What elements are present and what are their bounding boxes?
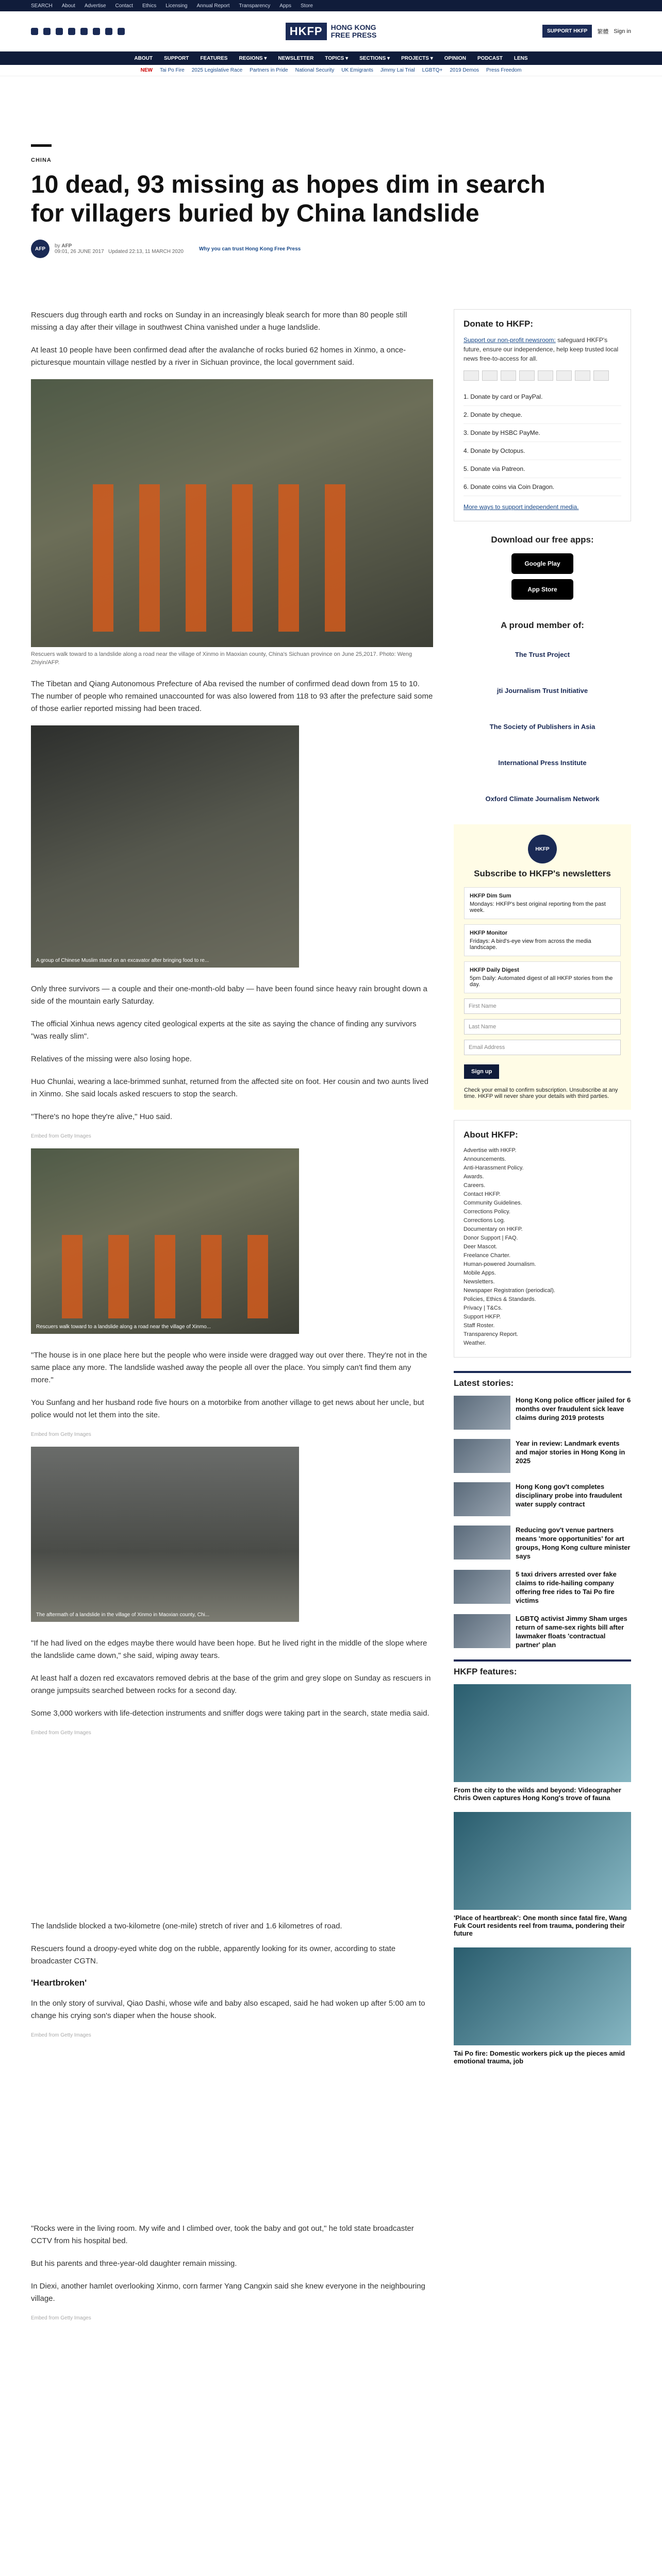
newsletter-option-desc: Mondays: HKFP's best original reporting from the past week.	[470, 901, 606, 913]
member-logo[interactable]: jti Journalism Trust Initiative	[496, 686, 588, 694]
member-logo[interactable]: Oxford Climate Journalism Network	[485, 794, 600, 803]
email-icon[interactable]	[105, 28, 112, 35]
search-link[interactable]: SEARCH	[31, 3, 53, 9]
fps-icon	[593, 370, 609, 381]
newsletter-option[interactable]	[464, 961, 621, 993]
facebook-icon[interactable]	[43, 28, 51, 35]
story-title[interactable]: Hong Kong police officer jailed for 6 months over fraudulent sick leave claims during 2019 protests	[516, 1396, 631, 1421]
threads-icon[interactable]	[68, 28, 75, 35]
trending-bar	[0, 65, 662, 76]
article-title: 10 dead, 93 missing as hopes dim in search for villagers buried by China landslide	[31, 171, 545, 227]
by-label: by	[55, 243, 60, 249]
paragraph: Some 3,000 workers with life-detection instruments and sniffer dogs were taking part in the search, state media said.	[31, 1709, 429, 1718]
twitter-icon[interactable]	[31, 28, 38, 35]
language-link[interactable]: 繁體	[597, 28, 609, 35]
about-link[interactable]: Privacy | T&Cs.	[464, 1305, 503, 1311]
latest-story[interactable]	[454, 1526, 631, 1561]
last-name-input[interactable]: Last Name	[464, 1019, 621, 1035]
amex-icon	[501, 370, 516, 381]
member-title: A proud member of:	[501, 620, 584, 630]
getty-caption: Rescuers walk toward to a landslide along a road near the village of Xinmo...	[36, 1324, 211, 1330]
topbar-link[interactable]: Transparency	[239, 3, 271, 9]
embed-credit[interactable]: Embed from Getty Images	[31, 1432, 91, 1437]
about-link[interactable]: Donor Support | FAQ.	[464, 1235, 518, 1241]
about-link[interactable]: Deer Mascot.	[464, 1244, 498, 1250]
trending-link[interactable]: Press Freedom	[486, 67, 522, 73]
about-link[interactable]: Advertise with HKFP.	[464, 1147, 517, 1154]
trending-link[interactable]: Jimmy Lai Trial	[380, 67, 415, 73]
trust-link[interactable]: Why you can trust Hong Kong Free Press	[198, 246, 301, 252]
updated-date: Updated 22:13, 11 MARCH 2020	[108, 249, 184, 255]
kicker-rule	[31, 144, 52, 147]
about-link[interactable]: Contact HKFP.	[464, 1191, 501, 1197]
octopus-icon	[575, 370, 590, 381]
logo-line1: HONG KONG	[330, 23, 376, 31]
nav-newsletter[interactable]: NEWSLETTER	[278, 55, 314, 61]
more-ways-link[interactable]: More ways to support independent media.	[464, 503, 579, 511]
embed-credit[interactable]: Embed from Getty Images	[31, 2032, 91, 2038]
newsletter-option-title: HKFP Monitor	[470, 930, 508, 936]
features-title: HKFP features:	[454, 1659, 631, 1677]
byline	[31, 240, 631, 258]
nav-topics[interactable]: TOPICS ▾	[325, 55, 349, 61]
donate-option[interactable]: 1. Donate by card or PayPal.	[464, 388, 621, 406]
donate-option[interactable]: 2. Donate by cheque.	[464, 406, 621, 424]
first-name-input[interactable]: First Name	[464, 998, 621, 1014]
linkedin-icon[interactable]	[80, 28, 88, 35]
newsletter-option-title: HKFP Daily Digest	[470, 967, 519, 973]
about-link[interactable]: Freelance Charter.	[464, 1252, 511, 1259]
getty-caption: The aftermath of a landslide in the village of Xinmo in Maoxian county, Chi...	[36, 1612, 210, 1618]
paragraph: In Diexi, another hamlet overlooking Xinmo, corn farmer Yang Cangxin said she knew everyone in the neighbouring village.	[31, 2282, 425, 2303]
donate-text: safeguard HKFP's future, ensure our independence, help keep trusted local news free-to-access for all.	[464, 336, 619, 362]
about-link[interactable]: Support HKFP.	[464, 1314, 501, 1320]
app-store-button[interactable]: App Store	[511, 579, 573, 600]
latest-title: Latest stories:	[454, 1371, 631, 1388]
paragraph: Rescuers found a droopy-eyed white dog on the rubble, apparently looking for its owner, according to state broadcaster CGTN.	[31, 1944, 396, 1965]
paragraph: The official Xinhua news agency cited geological experts at the site as saying the chance of finding any survivors "was really slim".	[31, 1020, 417, 1041]
trending-link[interactable]: 2019 Demos	[450, 67, 479, 73]
nav-features[interactable]: FEATURES	[200, 55, 228, 61]
trending-link[interactable]: Partners in Pride	[250, 67, 288, 73]
story-thumbnail[interactable]	[454, 1482, 510, 1516]
topbar-link[interactable]: Ethics	[142, 3, 157, 9]
about-link[interactable]: Transparency Report.	[464, 1331, 518, 1337]
visa-icon	[464, 370, 479, 381]
nav-about[interactable]: ABOUT	[134, 55, 153, 61]
story-title[interactable]: 5 taxi drivers arrested over fake claims to ride-hailing company offering free rides to Tai Po fire victims	[516, 1570, 617, 1604]
member-logo[interactable]: The Society of Publishers in Asia	[489, 722, 595, 731]
trending-link[interactable]: National Security	[295, 67, 335, 73]
latest-list	[454, 1396, 631, 1649]
site-logo[interactable]	[217, 23, 445, 40]
sign-in-link[interactable]: Sign in	[614, 28, 631, 35]
about-title: About HKFP:	[464, 1130, 518, 1140]
feature-title[interactable]: From the city to the wilds and beyond: Videographer Chris Owen captures Hong Kong's trove of fauna	[454, 1786, 621, 1802]
feature-image[interactable]	[454, 1812, 631, 1910]
donate-option[interactable]: 4. Donate by Octopus.	[464, 442, 621, 460]
trending-link[interactable]: LGBTQ+	[422, 67, 443, 73]
story-title[interactable]: Reducing gov't venue partners means 'more opportunities' for art groups, Hong Kong culture minister says	[516, 1526, 631, 1560]
newsletter-option-desc: 5pm Daily: Automated digest of all HKFP stories from the day.	[470, 975, 613, 988]
about-link[interactable]: Human-powered Journalism.	[464, 1261, 536, 1267]
photo-caption: Rescuers walk toward to a landslide along a road near the village of Xinmo in Maoxian county, China's Sichuan province on June 25,2017. Photo: Weng Zhiyin/AFP.	[31, 651, 412, 666]
latest-story[interactable]	[454, 1439, 631, 1473]
paragraph: Relatives of the missing were also losing hope.	[31, 1055, 192, 1063]
getty-embed-photo[interactable]	[31, 1148, 299, 1334]
trending-link[interactable]: 2025 Legislative Race	[191, 67, 243, 73]
paragraph: The landslide blocked a two-kilometre (one-mile) stretch of river and 1.6 kilometres of road.	[31, 1922, 342, 1930]
logo-line2: FREE PRESS	[330, 30, 377, 39]
email-input[interactable]: Email Address	[464, 1040, 621, 1055]
story-thumbnail[interactable]	[454, 1614, 510, 1648]
donate-box	[454, 309, 631, 521]
about-link[interactable]: Newsletters.	[464, 1279, 495, 1285]
paragraph: In the only story of survival, Qiao Dashi, whose wife and baby also escaped, said he had woken up after 5:00 am to change his crying son's diaper when the house shook.	[31, 1999, 425, 2020]
newsletter-option[interactable]	[464, 887, 621, 919]
mastercard-icon	[482, 370, 498, 381]
paragraph: "The house is in one place here but the people who were inside were dragged way out over there. They're not in the same place any more. The landslide washed away the people all over the place. You simply can't find them any more."	[31, 1351, 427, 1384]
paragraph: At least 10 people have been confirmed dead after the avalanche of rocks buried 62 homes in Xinmo, a once-picturesque mountain village nestled by a river in Sichuan province, the local government said.	[31, 346, 406, 367]
top-utility-bar	[0, 0, 662, 11]
paragraph: Only three survivors — a couple and their one-month-old baby — have been found since heavy rain brought down a side of the mountain early Saturday.	[31, 985, 427, 1006]
newsletter-logo: HKFP	[528, 835, 557, 863]
nav-projects[interactable]: PROJECTS ▾	[401, 55, 433, 61]
nav-support[interactable]: SUPPORT	[163, 55, 189, 61]
payme-icon	[556, 370, 572, 381]
features-list	[454, 1684, 631, 2065]
member-logo[interactable]: International Press Institute	[498, 758, 587, 767]
embed-credit[interactable]: Embed from Getty Images	[31, 1730, 91, 1736]
story-title[interactable]: LGBTQ activist Jimmy Sham urges return of same-sex rights bill after lawmaker floats 'contractual partner' plan	[516, 1615, 627, 1649]
nav-opinion[interactable]: OPINION	[444, 55, 466, 61]
google-play-button[interactable]: Google Play	[511, 553, 573, 574]
nav-podcast[interactable]: PODCAST	[477, 55, 503, 61]
donate-option[interactable]: 5. Donate via Patreon.	[464, 460, 621, 478]
paragraph: The Tibetan and Qiang Autonomous Prefecture of Aba revised the number of confirmed dead down from 15 to 10. The number of people who remained unaccounted for was also lowered from 118 to 93 after the prefecture said some of those earlier reported missing had been traced.	[31, 680, 433, 713]
new-badge: NEW	[140, 67, 153, 73]
getty-embed-photo[interactable]	[31, 725, 299, 968]
latest-story[interactable]	[454, 1570, 631, 1605]
topbar-link[interactable]: Licensing	[166, 3, 188, 9]
about-link[interactable]: Newspaper Registration (periodical).	[464, 1287, 555, 1294]
about-link[interactable]: Community Guidelines.	[464, 1200, 522, 1206]
about-link[interactable]: Corrections Policy.	[464, 1209, 510, 1215]
paragraph: At least half a dozen red excavators removed debris at the base of the grim and grey slope on Sunday as rescuers in orange jumpsuits searched between rocks for a second day.	[31, 1674, 431, 1695]
sign-up-button[interactable]: Sign up	[464, 1064, 499, 1079]
main-nav	[0, 52, 662, 65]
about-link[interactable]: Policies, Ethics & Standards.	[464, 1296, 536, 1302]
donate-option[interactable]: 3. Donate by HSBC PayMe.	[464, 424, 621, 442]
about-link[interactable]: Corrections Log.	[464, 1217, 505, 1224]
social-icons	[31, 28, 217, 35]
sidebar	[454, 309, 631, 2075]
paragraph: Rescuers dug through earth and rocks on Sunday in an increasingly bleak search for more than 80 people still missing a day after their village in southwest China vanished under a huge landslide.	[31, 311, 407, 332]
latest-story[interactable]	[454, 1482, 631, 1516]
donate-option[interactable]: 6. Donate coins via Coin Dragon.	[464, 478, 621, 496]
paragraph: Huo Chunlai, wearing a lace-brimmed sunhat, returned from the affected site on foot. Her cousin and two aunts lived in Xinmo. She said locals asked rescuers to stop the search.	[31, 1077, 428, 1098]
paragraph: You Sunfang and her husband rode five hours on a motorbike from another village to get news about her uncle, but police would not let them into the site.	[31, 1398, 424, 1419]
paragraph: But his parents and three-year-old daughter remain missing.	[31, 2259, 237, 2268]
about-link[interactable]: Staff Roster.	[464, 1323, 495, 1329]
story-thumbnail[interactable]	[454, 1396, 510, 1430]
about-list	[464, 1146, 621, 1348]
article-category[interactable]: CHINA	[31, 157, 52, 163]
embed-placeholder	[31, 2047, 433, 2223]
trending-link[interactable]: Tai Po Fire	[159, 67, 185, 73]
embed-credit[interactable]: Embed from Getty Images	[31, 2315, 91, 2321]
paragraph: "There's no hope they're alive," Huo said.	[31, 1112, 173, 1121]
nav-sections[interactable]: SECTIONS ▾	[359, 55, 390, 61]
member-logo[interactable]: The Trust Project	[515, 650, 570, 658]
article-body	[31, 309, 433, 2330]
topbar-link[interactable]: About	[61, 3, 75, 9]
site-header	[0, 11, 662, 52]
newsletter-option-desc: Fridays: A bird's-eye view from across the media landscape.	[470, 938, 591, 951]
latest-story[interactable]	[454, 1614, 631, 1649]
getty-embed-photo[interactable]	[31, 1447, 299, 1622]
youtube-icon[interactable]	[93, 28, 100, 35]
about-link[interactable]: Mobile Apps.	[464, 1270, 496, 1276]
nav-lens[interactable]: LENS	[514, 55, 528, 61]
paypal-icon	[538, 370, 553, 381]
topbar-link[interactable]: Contact	[115, 3, 133, 9]
topbar-link[interactable]: Annual Report	[196, 3, 230, 9]
topbar-link[interactable]: Store	[301, 3, 313, 9]
trending-link[interactable]: UK Emigrants	[341, 67, 373, 73]
about-link[interactable]: Anti-Harassment Policy.	[464, 1165, 524, 1171]
story-thumbnail[interactable]	[454, 1439, 510, 1473]
newsletter-title: Subscribe to HKFP's newsletters	[474, 869, 611, 878]
logo-mark: HKFP	[286, 23, 327, 40]
author-avatar[interactable]: AFP	[31, 240, 49, 258]
support-button[interactable]: SUPPORT HKFP	[542, 25, 592, 38]
topbar-link[interactable]: Apps	[279, 3, 291, 9]
about-link[interactable]: Documentary on HKFP.	[464, 1226, 523, 1232]
donate-title: Donate to HKFP:	[464, 319, 534, 329]
newsletter-note: Check your email to confirm subscription. Unsubscribe at any time. HKFP will never share your details with third parties.	[464, 1087, 618, 1099]
topbar-link[interactable]: Advertise	[84, 3, 106, 9]
about-link[interactable]: Weather.	[464, 1340, 486, 1346]
article-wrapper	[31, 82, 631, 2321]
donate-link[interactable]: Support our non-profit newsroom:	[464, 336, 556, 344]
paragraph: "Rocks were in the living room. My wife and I climbed over, took the baby and got out," he told state broadcaster CCTV from his hospital bed.	[31, 2224, 414, 2245]
author-name[interactable]: AFP	[61, 243, 72, 249]
about-box	[454, 1120, 631, 1358]
latest-story[interactable]	[454, 1396, 631, 1430]
embed-placeholder	[31, 1745, 433, 1920]
story-title[interactable]: Year in review: Landmark events and major stories in Hong Kong in 2025	[516, 1439, 625, 1465]
newsletter-box	[454, 824, 631, 1110]
story-title[interactable]: Hong Kong gov't completes disciplinary probe into fraudulent water supply contract	[516, 1483, 622, 1508]
section-heading: 'Heartbroken'	[31, 1978, 87, 1988]
newsletter-option-title: HKFP Dim Sum	[470, 893, 511, 899]
feature-title[interactable]: 'Place of heartbreak': One month since fatal fire, Wang Fuk Court residents reel from trauma, pondering their future	[454, 1914, 627, 1937]
feature-title[interactable]: Tai Po fire: Domestic workers pick up the pieces amid emotional trauma, job	[454, 2049, 625, 2065]
publish-date: 09:01, 26 JUNE 2017	[55, 249, 104, 255]
nav-regions[interactable]: REGIONS ▾	[239, 55, 267, 61]
story-thumbnail[interactable]	[454, 1570, 510, 1604]
getty-caption: A group of Chinese Muslim stand on an excavator after bringing food to re...	[36, 958, 209, 963]
rss-icon[interactable]	[118, 28, 125, 35]
jcb-icon	[519, 370, 535, 381]
article-photo[interactable]	[31, 379, 433, 647]
feature-image[interactable]	[454, 1684, 631, 1782]
story-thumbnail[interactable]	[454, 1526, 510, 1560]
about-link[interactable]: Awards.	[464, 1174, 484, 1180]
about-link[interactable]: Announcements.	[464, 1156, 506, 1162]
apps-title: Download our free apps:	[491, 535, 594, 545]
paragraph: "If he had lived on the edges maybe there would have been hope. But he lived right in the middle of the slope where the landslide came down," she said, wiping away tears.	[31, 1639, 427, 1660]
newsletter-option[interactable]	[464, 924, 621, 956]
payment-icons	[464, 370, 621, 381]
about-link[interactable]: Careers.	[464, 1182, 486, 1189]
instagram-icon[interactable]	[56, 28, 63, 35]
embed-credit[interactable]: Embed from Getty Images	[31, 1133, 91, 1139]
feature-image[interactable]	[454, 1947, 631, 2045]
